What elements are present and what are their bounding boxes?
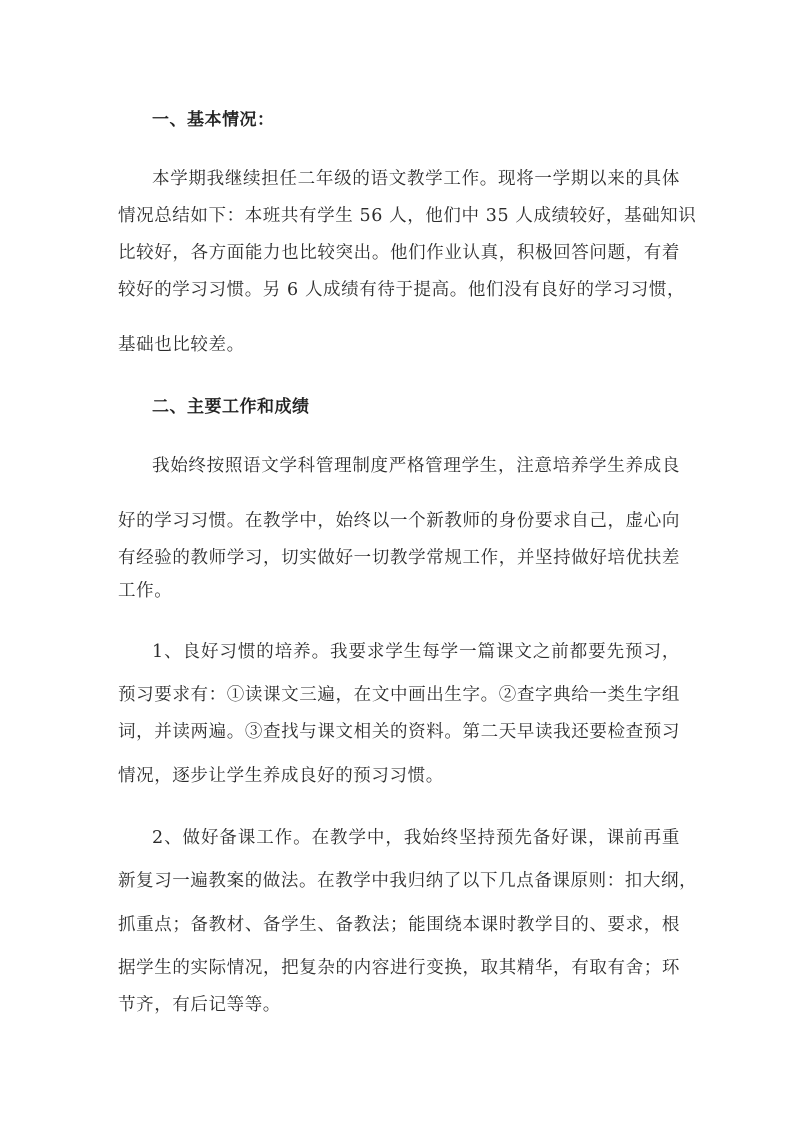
- paragraph-line: 情况总结如下：本班共有学生 56 人，他们中 35 人成绩较好，基础知识: [118, 206, 697, 226]
- paragraph-line: 词，并读两遍。③查找与课文相关的资料。第二天早读我还要检查预习: [118, 722, 680, 742]
- paragraph-line: 工作。: [118, 581, 173, 601]
- paragraph-line: 较好的学习习惯。另 6 人成绩有待于提高。他们没有良好的学习习惯，: [118, 280, 686, 300]
- paragraph-line: 节齐，有后记等等。: [118, 995, 281, 1015]
- paragraph-line: 有经验的教师学习，切实做好一切教学常规工作，并坚持做好培优扶差: [118, 548, 680, 568]
- paragraph-line: 新复习一遍教案的做法。在教学中我归纳了以下几点备课原则：扣大纲，: [118, 871, 698, 891]
- section-heading-basic-situation: 一、基本情况：: [152, 110, 275, 130]
- paragraph-line: 抓重点；备教材、备学生、备教法；能围绕本课时教学目的、要求，根: [118, 915, 680, 935]
- section-heading-main-work: 二、主要工作和成绩: [152, 397, 310, 417]
- paragraph-line: 我始终按照语文学科管理制度严格管理学生，注意培养学生养成良: [152, 456, 680, 476]
- paragraph-line: 情况，逐步让学生养成良好的预习习惯。: [118, 766, 444, 786]
- paragraph-line: 好的学习习惯。在教学中，始终以一个新教师的身份要求自己，虚心向: [118, 511, 680, 531]
- paragraph-line: 2、做好备课工作。在教学中，我始终坚持预先备好课，课前再重: [152, 828, 680, 848]
- paragraph-line: 基础也比较差。: [118, 335, 245, 355]
- paragraph-line: 比较好，各方面能力也比较突出。他们作业认真，积极回答问题，有着: [118, 243, 680, 263]
- paragraph-line: 本学期我继续担任二年级的语文教学工作。现将一学期以来的具体: [152, 169, 680, 189]
- paragraph-line: 预习要求有：①读课文三遍，在文中画出生字。②查字典给一类生字组: [118, 685, 680, 705]
- paragraph-line: 据学生的实际情况，把复杂的内容进行变换，取其精华，有取有舍；环: [118, 958, 680, 978]
- paragraph-line: 1、良好习惯的培养。我要求学生每学一篇课文之前都要先预习，: [152, 642, 680, 662]
